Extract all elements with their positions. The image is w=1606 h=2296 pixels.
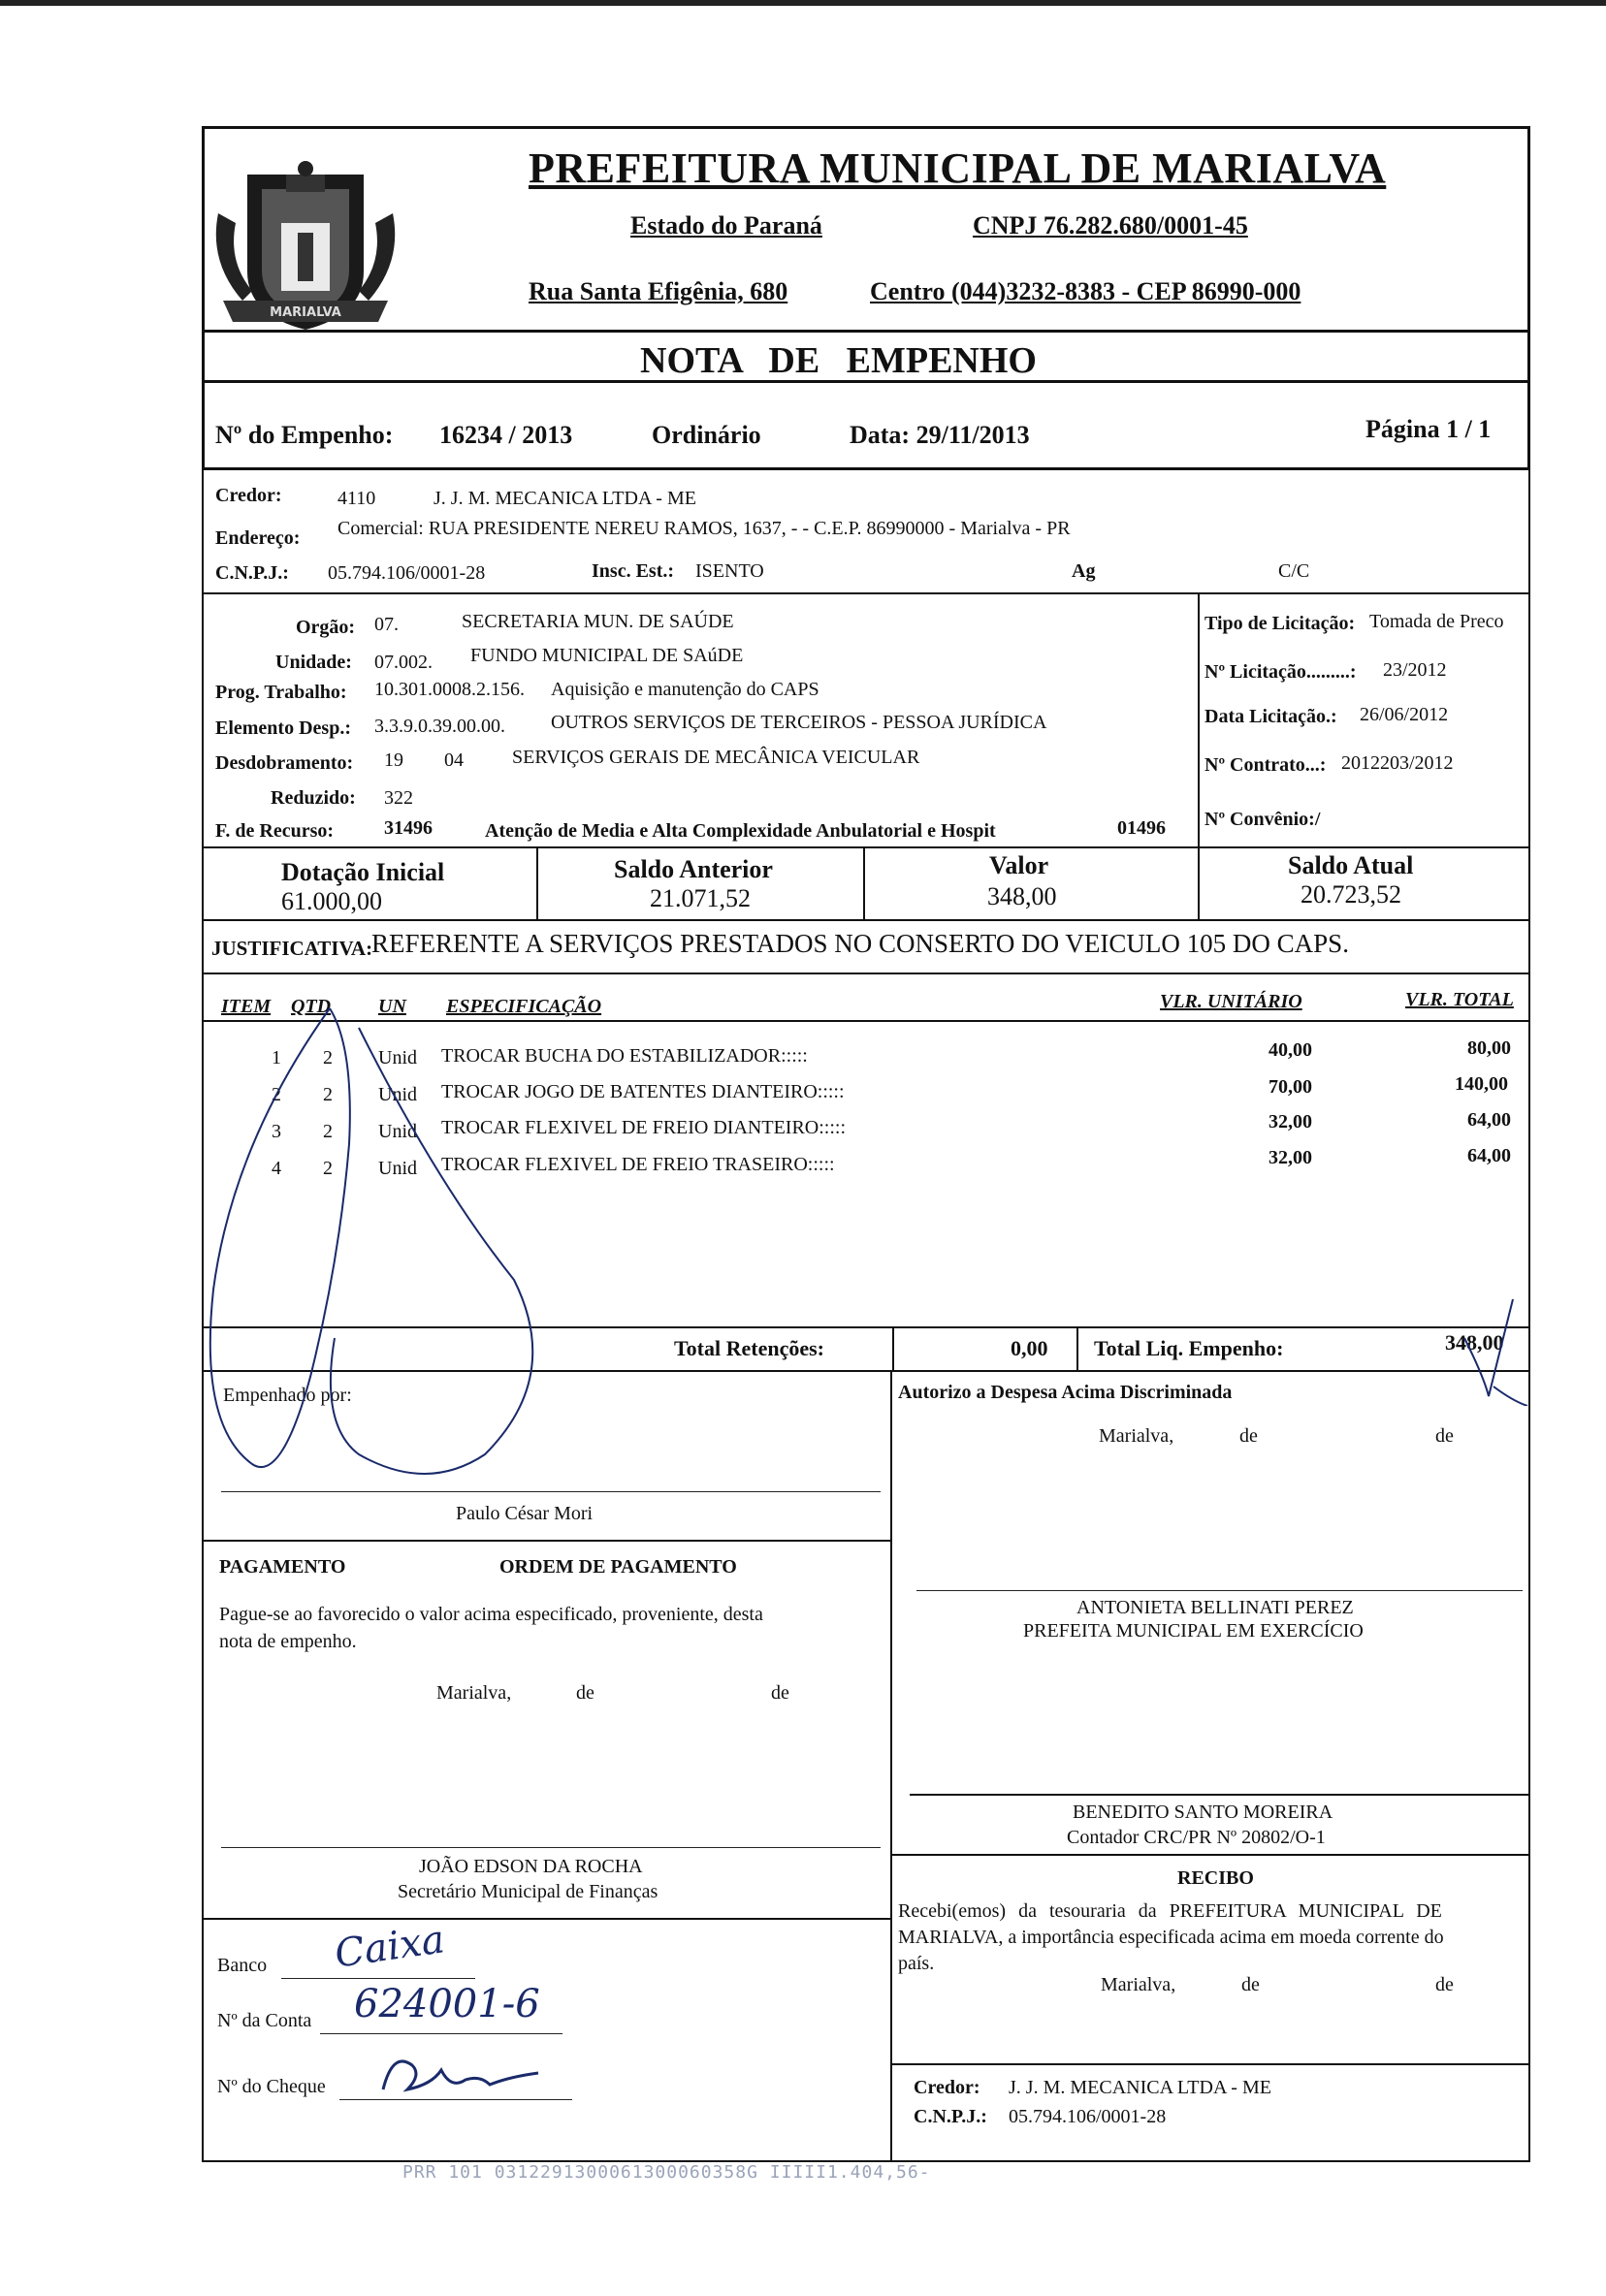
justificativa-text: REFERENTE A SERVIÇOS PRESTADOS NO CONSERTO DO VEICULO 105 DO CAPS. [371,929,1349,958]
banco-top-line [202,1918,890,1920]
saldos-div1 [536,848,538,921]
pagamento-de-2: de [771,1682,789,1704]
valor-label: Valor [989,851,1049,879]
row-total: 64,00 [1467,1145,1511,1166]
contrato-value: 2012203/2012 [1341,752,1454,774]
row-espec: TROCAR BUCHA DO ESTABILIZADOR::::: [441,1045,808,1067]
cheque-label: Nº do Cheque [217,2076,326,2097]
orgao-code: 07. [374,614,399,635]
ag-label: Ag [1072,560,1096,582]
col-qtd: QTD [291,996,332,1017]
row-qtd: 2 [323,1047,333,1068]
header-title: PREFEITURA MUNICIPAL DE MARIALVA [529,144,1387,192]
total-liq-label: Total Liq. Empenho: [1094,1336,1284,1360]
secretario-signature-line [221,1847,881,1848]
saldo-atual-label: Saldo Atual [1288,851,1414,879]
credor-cnpj-label: C.N.P.J.: [215,562,289,584]
recurso-code2: 01496 [1117,817,1166,839]
reduzido-label: Reduzido: [271,787,356,809]
conta-label: Nº da Conta [217,2010,312,2031]
col-unitario: VLR. UNITÁRIO [1160,991,1302,1012]
recurso-code: 31496 [384,817,433,839]
pagamento-text-1: Pague-se ao favorecido o valor acima especificado, proveniente, desta [219,1604,763,1625]
row-un: Unid [378,1084,417,1105]
unidade-label: Unidade: [275,652,352,673]
prog-label: Prog. Trabalho: [215,682,347,703]
credor-address: Comercial: RUA PRESIDENTE NEREU RAMOS, 1637, - - C.E.P. 86990000 - Marialva - PR [337,518,1071,539]
dotacao-label: Dotação Inicial [281,858,445,886]
empenho-number: 16234 / 2013 [439,421,573,449]
retencoes-label: Total Retenções: [674,1336,824,1360]
conta-line [320,2033,562,2034]
recibo-cnpj: 05.794.106/0001-28 [1009,2106,1167,2127]
lower-divider [890,1372,892,2162]
tipo-licitacao-label: Tipo de Licitação: [1204,613,1356,634]
document-title: NOTA DE EMPENHO [640,340,1037,381]
licitacao-num: 23/2012 [1383,659,1447,681]
unidade-name: FUNDO MUNICIPAL DE SAúDE [470,645,744,666]
row-qtd: 2 [323,1121,333,1142]
desdobramento-a: 19 [384,749,403,771]
bank-autentication-stamp: PRR 101 0312291300061300060358G IIIII1.404,56- [402,2162,931,2183]
col-un: UN [378,996,406,1017]
licitacao-data-label: Data Licitação.: [1204,706,1337,727]
total-liq-value: 348,00 [1445,1330,1504,1355]
recibo-de-1: de [1241,1974,1260,1995]
autorizo-de-1: de [1239,1425,1258,1447]
totals-div2 [1076,1328,1078,1372]
row-unit: 70,00 [1269,1076,1312,1098]
recurso-name: Atenção de Media e Alta Complexidade Anbulatorial e Hospit [485,820,996,842]
licitacao-data: 26/06/2012 [1360,704,1449,725]
banco-line [281,1978,475,1979]
endereco-label: Endereço: [215,527,301,549]
row-espec: TROCAR FLEXIVEL DE FREIO DIANTEIRO::::: [441,1117,847,1138]
recibo-credor: J. J. M. MECANICA LTDA - ME [1009,2077,1271,2098]
autorizo-label: Autorizo a Despesa Acima Discriminada [898,1382,1233,1403]
checkmark-total [1435,1280,1532,1411]
row-unit: 32,00 [1269,1147,1312,1168]
elemento-code: 3.3.9.0.39.00.00. [374,716,505,737]
pagamento-de-1: de [576,1682,594,1704]
header-cnpj: CNPJ 76.282.680/0001-45 [973,211,1248,239]
conta-handwritten: 624001-6 [354,1982,540,2026]
cheque-signature [373,2046,548,2109]
prog-name: Aquisição e manutenção do CAPS [551,679,819,700]
saldos-div2 [863,848,865,921]
budget-divider [1198,594,1200,848]
row-total: 80,00 [1467,1037,1511,1059]
empenhado-name: Paulo César Mori [456,1503,594,1524]
dotacao-value: 61.000,00 [281,887,382,915]
pagamento-label: PAGAMENTO [219,1556,346,1578]
banco-label: Banco [217,1955,268,1976]
row-espec: TROCAR JOGO DE BATENTES DIANTEIRO::::: [441,1081,845,1102]
recibo-line-2: MARIALVA, a importância especificada acima em moeda corrente do [898,1927,1444,1948]
insc-value: ISENTO [695,560,764,582]
row-espec: TROCAR FLEXIVEL DE FREIO TRASEIRO::::: [441,1154,835,1175]
empenho-type: Ordinário [652,421,761,449]
credor-code: 4110 [337,488,376,509]
elemento-label: Elemento Desp.: [215,718,351,739]
convenio-label: Nº Convênio:/ [1204,809,1321,830]
retencoes-value: 0,00 [1011,1336,1048,1360]
handwritten-signature [194,970,582,1498]
recibo-top-line [890,1854,1530,1856]
autorizo-city: Marialva, [1099,1425,1174,1447]
prefeita-signature-line [916,1590,1523,1591]
empenho-number-label: Nº do Empenho: [215,421,394,449]
row-item: 4 [272,1158,281,1179]
desdobramento-label: Desdobramento: [215,752,354,774]
insc-label: Insc. Est.: [592,560,675,582]
totals-div1 [892,1328,894,1372]
recibo-line-3: país. [898,1953,935,1974]
recibo-de-2: de [1435,1974,1454,1995]
banco-handwritten: Caixa [332,1917,448,1977]
header-district-phone: Centro (044)3232-8383 - CEP 86990-000 [870,277,1301,305]
desdobramento-b: 04 [444,749,464,771]
row-un: Unid [378,1047,417,1068]
recibo-sign-line [890,2063,1530,2065]
page-number: Página 1 / 1 [1365,415,1492,443]
contador-line [910,1794,1530,1796]
recurso-label: F. de Recurso: [215,820,335,842]
row-unit: 32,00 [1269,1111,1312,1132]
prefeita-role: PREFEITA MUNICIPAL EM EXERCÍCIO [1023,1620,1364,1642]
contrato-label: Nº Contrato...: [1204,754,1327,776]
desdobramento-name: SERVIÇOS GERAIS DE MECÂNICA VEICULAR [512,747,920,768]
row-unit: 40,00 [1269,1039,1312,1061]
row-item: 3 [272,1121,281,1142]
pagamento-top-line [202,1540,890,1542]
row-total: 64,00 [1467,1109,1511,1131]
header-state: Estado do Paraná [630,211,822,239]
row-item: 2 [272,1084,281,1105]
row-un: Unid [378,1158,417,1179]
cc-label: C/C [1278,560,1310,582]
contador-role: Contador CRC/PR Nº 20802/O-1 [1067,1827,1326,1848]
saldos-div3 [1198,848,1200,921]
prog-code: 10.301.0008.2.156. [374,679,525,700]
empenho-date: Data: 29/11/2013 [850,421,1030,449]
unidade-code: 07.002. [374,652,433,673]
credor-label: Credor: [215,485,282,506]
row-qtd: 2 [323,1158,333,1179]
saldo-anterior-label: Saldo Anterior [614,855,773,883]
recibo-city: Marialva, [1101,1974,1176,1995]
credor-name: J. J. M. MECANICA LTDA - ME [434,488,696,509]
col-total: VLR. TOTAL [1405,989,1514,1010]
scan-edge [0,0,1606,6]
row-item: 1 [272,1047,281,1068]
ordem-pagamento-label: ORDEM DE PAGAMENTO [499,1556,737,1578]
saldo-anterior-value: 21.071,52 [650,884,751,912]
empenhado-label: Empenhado por: [223,1385,352,1406]
pagamento-city: Marialva, [436,1682,512,1704]
contador-name: BENEDITO SANTO MOREIRA [1073,1802,1333,1823]
reduzido-value: 322 [384,787,413,809]
orgao-label: Orgão: [296,617,356,638]
saldo-atual-value: 20.723,52 [1301,880,1401,909]
recibo-title: RECIBO [1177,1867,1254,1889]
tipo-licitacao: Tomada de Preco [1369,611,1504,632]
autorizo-de-2: de [1435,1425,1454,1447]
justificativa-label: JUSTIFICATIVA: [211,937,373,960]
header-address: Rua Santa Efigênia, 680 [529,277,788,305]
row-qtd: 2 [323,1084,333,1105]
svg-text:MARIALVA: MARIALVA [270,305,341,320]
row-total: 140,00 [1455,1073,1508,1095]
col-item: ITEM [221,996,272,1017]
secretario-name: JOÃO EDSON DA ROCHA [419,1856,643,1877]
row-un: Unid [378,1121,417,1142]
recibo-cnpj-label: C.N.P.J.: [914,2106,987,2127]
credor-cnpj: 05.794.106/0001-28 [328,562,486,584]
secretario-role: Secretário Municipal de Finanças [398,1881,658,1902]
municipal-crest-logo [209,155,402,339]
prefeita-name: ANTONIETA BELLINATI PEREZ [1076,1597,1354,1618]
valor-value: 348,00 [987,882,1057,910]
recibo-credor-label: Credor: [914,2077,980,2098]
col-especificacao: ESPECIFICAÇÃO [446,996,602,1017]
pagamento-text-2: nota de empenho. [219,1631,357,1652]
orgao-name: SECRETARIA MUN. DE SAÚDE [462,611,734,632]
recibo-line-1: Recebi(emos) da tesouraria da PREFEITURA MUNICIPAL DE [898,1900,1442,1922]
elemento-name: OUTROS SERVIÇOS DE TERCEIROS - PESSOA JURÍDICA [551,712,1047,733]
licitacao-num-label: Nº Licitação.........: [1204,661,1357,683]
